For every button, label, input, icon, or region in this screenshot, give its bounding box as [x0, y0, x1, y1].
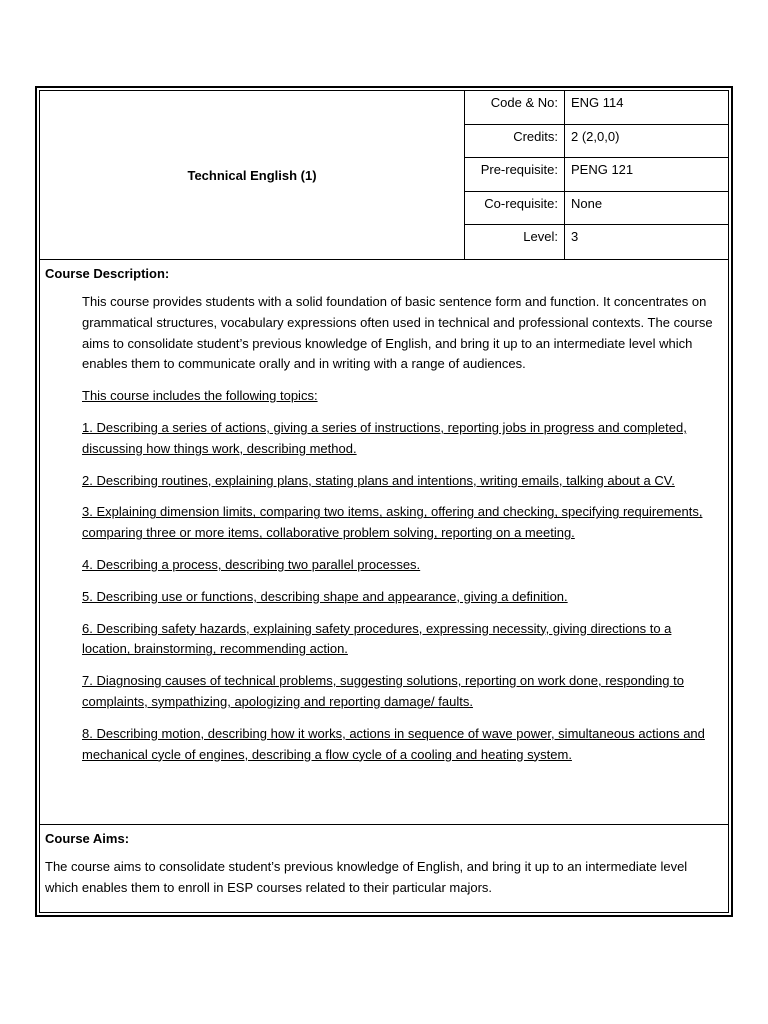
course-description-heading: Course Description:	[45, 266, 170, 281]
course-aims-text: The course aims to consolidate student’s previous knowledge of English, and bring it up to an intermediate level which enables them to enroll in ESP courses related to their particular majors.	[45, 859, 688, 895]
info-label: Code & No:	[465, 91, 565, 124]
topic-item: 6. Describing safety hazards, explaining safety procedures, expressing necessity, giving directions to a location, brainstorming, recommending action.	[82, 620, 672, 657]
info-value: ENG 114	[571, 95, 624, 110]
info-label: Pre-requisite:	[465, 158, 565, 191]
course-document	[35, 86, 733, 917]
info-row-level	[465, 225, 728, 259]
course-aims-heading: Course Aims:	[45, 831, 130, 846]
topic-item: 1. Describing a series of actions, giving a series of instructions, reporting jobs in progress and completed, discussing how things work, describing method.	[82, 419, 687, 456]
course-header-row	[40, 91, 728, 260]
topic-item: 5. Describing use or functions, describing shape and appearance, giving a definition.	[82, 588, 568, 604]
info-label: Co-requisite:	[465, 192, 565, 225]
info-row-prerequisite	[465, 158, 728, 192]
info-row-code	[465, 91, 728, 125]
info-value: 3	[571, 229, 579, 245]
info-row-credits	[465, 125, 728, 159]
course-table	[39, 90, 729, 913]
topic-item: 7. Diagnosing causes of technical problems, suggesting solutions, reporting on work done, responding to complaints, sympathizing, apologizing and reporting damage/ faults.	[82, 673, 684, 709]
course-description-body	[40, 292, 728, 765]
info-value: PENG 121	[571, 162, 634, 178]
topic-item: 2. Describing routines, explaining plans, stating plans and intentions, writing emails, talking about a CV.	[82, 472, 675, 488]
course-aims-section	[40, 825, 728, 912]
course-description-section	[40, 260, 728, 825]
info-label: Credits:	[465, 125, 565, 158]
topic-item: 8. Describing motion, describing how it works, actions in sequence of wave power, simultaneous actions and mechanical cycle of engines, describing a flow cycle of a cooling and heating system.	[82, 725, 705, 762]
course-info-table	[464, 91, 728, 259]
info-row-corequisite	[465, 192, 728, 226]
info-value: 2 (2,0,0)	[571, 128, 620, 144]
topics-heading: This course includes the following topics:	[82, 388, 318, 404]
course-description-intro: This course provides students with a solid foundation of basic sentence form and function. It concentrates on grammatical structures, vocabulary expressions often used in technical and professional contexts. The course aims to consolidate student’s previous knowledge of English, and bring it up to an intermediate level which enables them to communicate orally and in writing with a range of audiences.	[82, 294, 713, 372]
topic-item: 3. Explaining dimension limits, comparing two items, asking, offering and checking, specifying requirements, comparing three or more items, collaborative problem solving, reporting on a meeting.	[82, 504, 703, 541]
topic-item: 4. Describing a process, describing two parallel processes.	[82, 556, 421, 572]
info-label: Level:	[465, 225, 565, 259]
course-title: Technical English (1)	[187, 168, 317, 183]
info-value: None	[571, 195, 603, 211]
